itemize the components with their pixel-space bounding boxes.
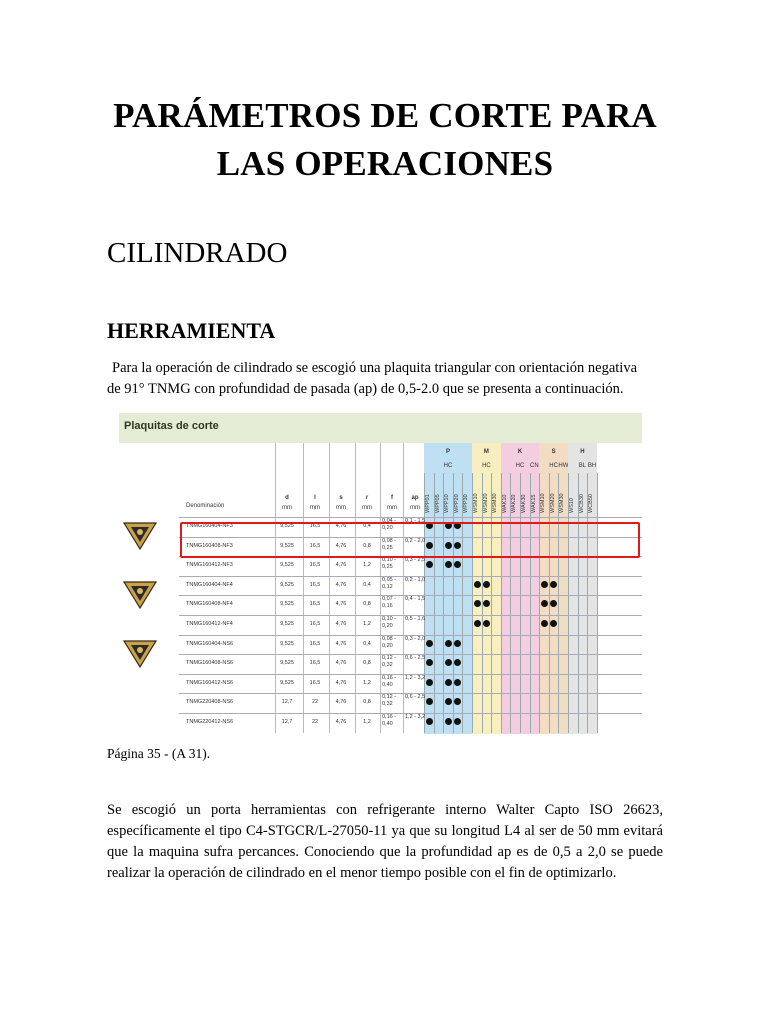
subsection-heading: HERRAMIENTA: [107, 318, 276, 343]
insert-name: TNMG220412-NS6: [186, 719, 234, 725]
grade-label: WAK30: [521, 494, 527, 513]
grade-label: WPP01: [425, 494, 431, 513]
grade-label: WCB30: [578, 494, 585, 513]
param-value: 16,5: [309, 660, 321, 667]
grade-label: WSM10: [473, 493, 479, 513]
depth-value: 0,3 - 2,0: [405, 635, 426, 642]
param-value: 16,5: [309, 542, 321, 549]
param-col-line: [355, 443, 356, 733]
param-value: 4,76: [335, 679, 347, 686]
param-value: 0,8: [363, 601, 371, 608]
grade-smiley-icon: [426, 698, 433, 705]
grade-smiley-icon: [474, 600, 481, 607]
grade-group-letter: H: [580, 449, 585, 455]
grade-smiley-icon: [541, 581, 548, 588]
grade-smiley-icon: [426, 640, 433, 647]
grade-smiley-icon: [445, 718, 452, 725]
param-value: 4,76: [335, 581, 347, 588]
param-value: 9,525: [280, 581, 294, 588]
param-value: 1,2: [363, 621, 371, 627]
depth-value: 1,2 - 3,2: [405, 674, 426, 681]
grade-group-letter: P: [445, 449, 450, 455]
intro-line-1: Para la operación de cilindrado se escogió una plaquita triangular con orientación negativa: [112, 360, 638, 376]
param-value: 9,525: [280, 601, 294, 608]
param-unit: mm: [336, 505, 346, 511]
grade-smiley-icon: [426, 679, 433, 686]
feed-value: 0,07 - 0,16: [382, 596, 397, 610]
figure-caption: Página 35 - (A 31).: [107, 746, 211, 761]
param-value: 4,76: [335, 699, 347, 706]
depth-value: 0,6 - 2,5: [405, 694, 426, 701]
grade-label: WAK20: [511, 494, 518, 513]
param-col-line: [329, 443, 330, 733]
insert-triangle-icon: [122, 638, 160, 668]
grade-smiley-icon: [426, 718, 433, 725]
grade-group-sub: HC: [515, 463, 525, 469]
param-value: 9,525: [280, 640, 294, 647]
feed-value: 0,08 - 0,20: [382, 635, 397, 649]
grade-label: WSM30: [492, 493, 499, 513]
depth-value: 0,5 - 1,6: [405, 616, 426, 622]
table-title: Plaquitas de corte: [124, 420, 219, 432]
grade-label: WPP20: [453, 494, 460, 513]
depth-value: 0,6 - 2,5: [405, 655, 426, 662]
grade-label: WCB50: [588, 494, 595, 513]
feed-value: 0,16 - 0,40: [382, 674, 397, 688]
param-value: 0,8: [363, 542, 371, 549]
page-title: [60, 92, 710, 188]
feed-value: 0,16 - 0,40: [382, 714, 397, 727]
depth-value: 0,1 - 1,5: [405, 518, 426, 524]
grade-group-letter: K: [517, 449, 523, 455]
insert-triangle-icon: [122, 579, 160, 609]
param-value: 0,4: [363, 640, 371, 647]
param-value: 16,5: [309, 640, 321, 647]
page-title-line-2: LAS OPERACIONES: [216, 144, 554, 183]
param-value: 4,76: [335, 542, 347, 549]
depth-value: 0,2 - 1,0: [405, 576, 426, 583]
feed-value: 0,12 - 0,32: [382, 694, 397, 708]
grade-smiley-icon: [474, 620, 481, 627]
param-value: 0,8: [363, 660, 371, 667]
grade-label: WSM20: [549, 493, 556, 513]
insert-name: TNMG160408-NS6: [186, 660, 234, 667]
grade-smiley-icon: [426, 561, 433, 568]
param-value: 1,2: [363, 562, 371, 569]
param-value: 4,76: [335, 719, 347, 725]
grade-group-sub: HC: [549, 463, 558, 469]
grade-group-sub2: CN: [530, 463, 539, 469]
param-value: 16,5: [309, 679, 321, 686]
param-value: 9,525: [280, 523, 294, 529]
inserts-table-image: [119, 413, 642, 734]
grade-smiley-icon: [483, 581, 490, 588]
param-value: 16,5: [309, 621, 321, 627]
param-value: 22: [311, 719, 319, 725]
param-value: 0,4: [363, 523, 371, 529]
grade-smiley-icon: [445, 561, 452, 568]
param-col-line: [303, 443, 304, 733]
param-value: 4,76: [335, 621, 347, 627]
intro-paragraph: [107, 358, 663, 400]
grade-group-letter: S: [551, 449, 556, 455]
param-value: 4,76: [335, 601, 347, 608]
section-heading: CILINDRADO: [107, 237, 288, 269]
param-value: 12,7: [281, 699, 293, 706]
param-value: 9,525: [280, 679, 294, 686]
grade-group-sub: BL: [578, 463, 587, 469]
denominacion-header: Denominación: [186, 503, 225, 509]
grade-label: WAK10: [501, 494, 508, 513]
feed-value: 0,08 - 0,25: [382, 537, 397, 551]
grade-label: WPP10: [444, 494, 451, 513]
insert-name: TNMG160408-NF3: [186, 542, 233, 549]
param-value: 9,525: [280, 562, 294, 569]
grade-smiley-icon: [474, 581, 481, 588]
insert-name: TNMG160412-NF3: [186, 562, 233, 569]
grade-group-sub2: BH: [587, 463, 597, 469]
param-value: 9,525: [280, 660, 294, 667]
grade-smiley-icon: [426, 659, 433, 666]
depth-value: 0,4 - 1,5: [405, 596, 426, 603]
feed-value: 0,10 - 0,20: [382, 616, 397, 629]
param-value: 16,5: [309, 562, 321, 569]
param-unit: mm: [387, 505, 397, 511]
param-value: 4,76: [335, 562, 347, 569]
page-title-line-1: PARÁMETROS DE CORTE PARA: [113, 96, 657, 135]
highlight-box: [180, 522, 640, 558]
grade-smiley-icon: [541, 620, 548, 627]
param-col-line: [275, 443, 276, 733]
param-value: 4,76: [335, 523, 347, 529]
param-unit: mm: [282, 505, 292, 511]
param-value: 9,525: [280, 542, 294, 549]
grade-label: WPP05: [434, 494, 441, 513]
grade-label: WSM10: [540, 493, 547, 513]
param-header: ap: [411, 495, 419, 501]
param-value: 0,4: [363, 581, 371, 588]
grade-smiley-icon: [445, 659, 452, 666]
param-header: r: [365, 495, 369, 501]
depth-value: 0,2 - 2,0: [405, 537, 426, 544]
insert-name: TNMG160412-NS6: [186, 679, 234, 686]
param-header: l: [314, 495, 316, 501]
feed-value: 0,10 - 0,25: [382, 557, 397, 571]
param-value: 12,7: [281, 719, 293, 725]
feed-value: 0,05 - 0,12: [382, 576, 397, 590]
param-value: 16,5: [309, 523, 321, 529]
param-header: d: [285, 495, 289, 501]
param-value: 4,76: [335, 660, 347, 667]
depth-value: 1,2 - 3,2: [405, 714, 426, 720]
param-unit: mm: [310, 505, 320, 511]
grade-group-letter: M: [483, 449, 489, 455]
grade-smiley-icon: [454, 640, 461, 647]
table-title-bar: [119, 413, 642, 443]
feed-value: 0,04 - 0,20: [382, 518, 397, 531]
depth-value: 0,3 - 2,5: [405, 557, 426, 564]
grade-smiley-icon: [445, 679, 452, 686]
insert-name: TNMG160412-NF4: [186, 621, 233, 627]
param-value: 22: [311, 699, 319, 706]
insert-name: TNMG160404-NF4: [186, 581, 233, 588]
feed-value: 0,12 - 0,32: [382, 655, 397, 669]
insert-name: TNMG160404-NF3: [186, 523, 233, 529]
grade-label: WPP30: [463, 494, 470, 513]
body-paragraph: Se escogió un porta herramientas con refrigerante interno Walter Capto ISO 26623, específicamente el tipo C4-STGCR/L-27050-11 ya que su longitud L4 al ser de 50 mm evitará que la maquina sufra percances. Conociendo que la profundidad ap es de 0,5 a 2,0 se puede realizar la operación de cilindrado en el menor tiempo posible con el fin de optimizarlo.: [107, 802, 663, 881]
param-value: 4,76: [335, 640, 347, 647]
grade-label: WAK15: [530, 494, 537, 513]
param-value: 16,5: [309, 601, 321, 608]
grade-group-sub2: HW: [558, 463, 569, 469]
grade-group-sub: HC: [443, 463, 453, 469]
param-header: f: [391, 495, 393, 501]
grade-label: WS10: [569, 498, 575, 513]
insert-name: TNMG160408-NF4: [186, 601, 233, 608]
insert-name: TNMG160404-NS6: [186, 640, 234, 647]
param-unit: mm: [362, 505, 372, 511]
insert-triangle-icon: [122, 520, 160, 550]
param-unit: mm: [410, 505, 420, 511]
param-value: 1,2: [363, 679, 371, 686]
grade-label: WSM30: [559, 493, 566, 513]
grade-group-sub: HC: [482, 463, 491, 469]
grade-label: WSM20: [482, 493, 489, 513]
param-header: s: [339, 495, 343, 501]
grade-smiley-icon: [445, 640, 452, 647]
param-value: 0,8: [363, 699, 371, 706]
param-value: 1,2: [363, 719, 371, 725]
param-value: 16,5: [309, 581, 321, 588]
param-col-line: [380, 443, 381, 733]
param-value: 9,525: [280, 621, 294, 627]
intro-line-2: de 91° TNMG con profundidad de pasada (ap) de 0,5-2.0 que se presenta a continuación.: [107, 381, 624, 397]
insert-name: TNMG220408-NS6: [186, 699, 234, 706]
